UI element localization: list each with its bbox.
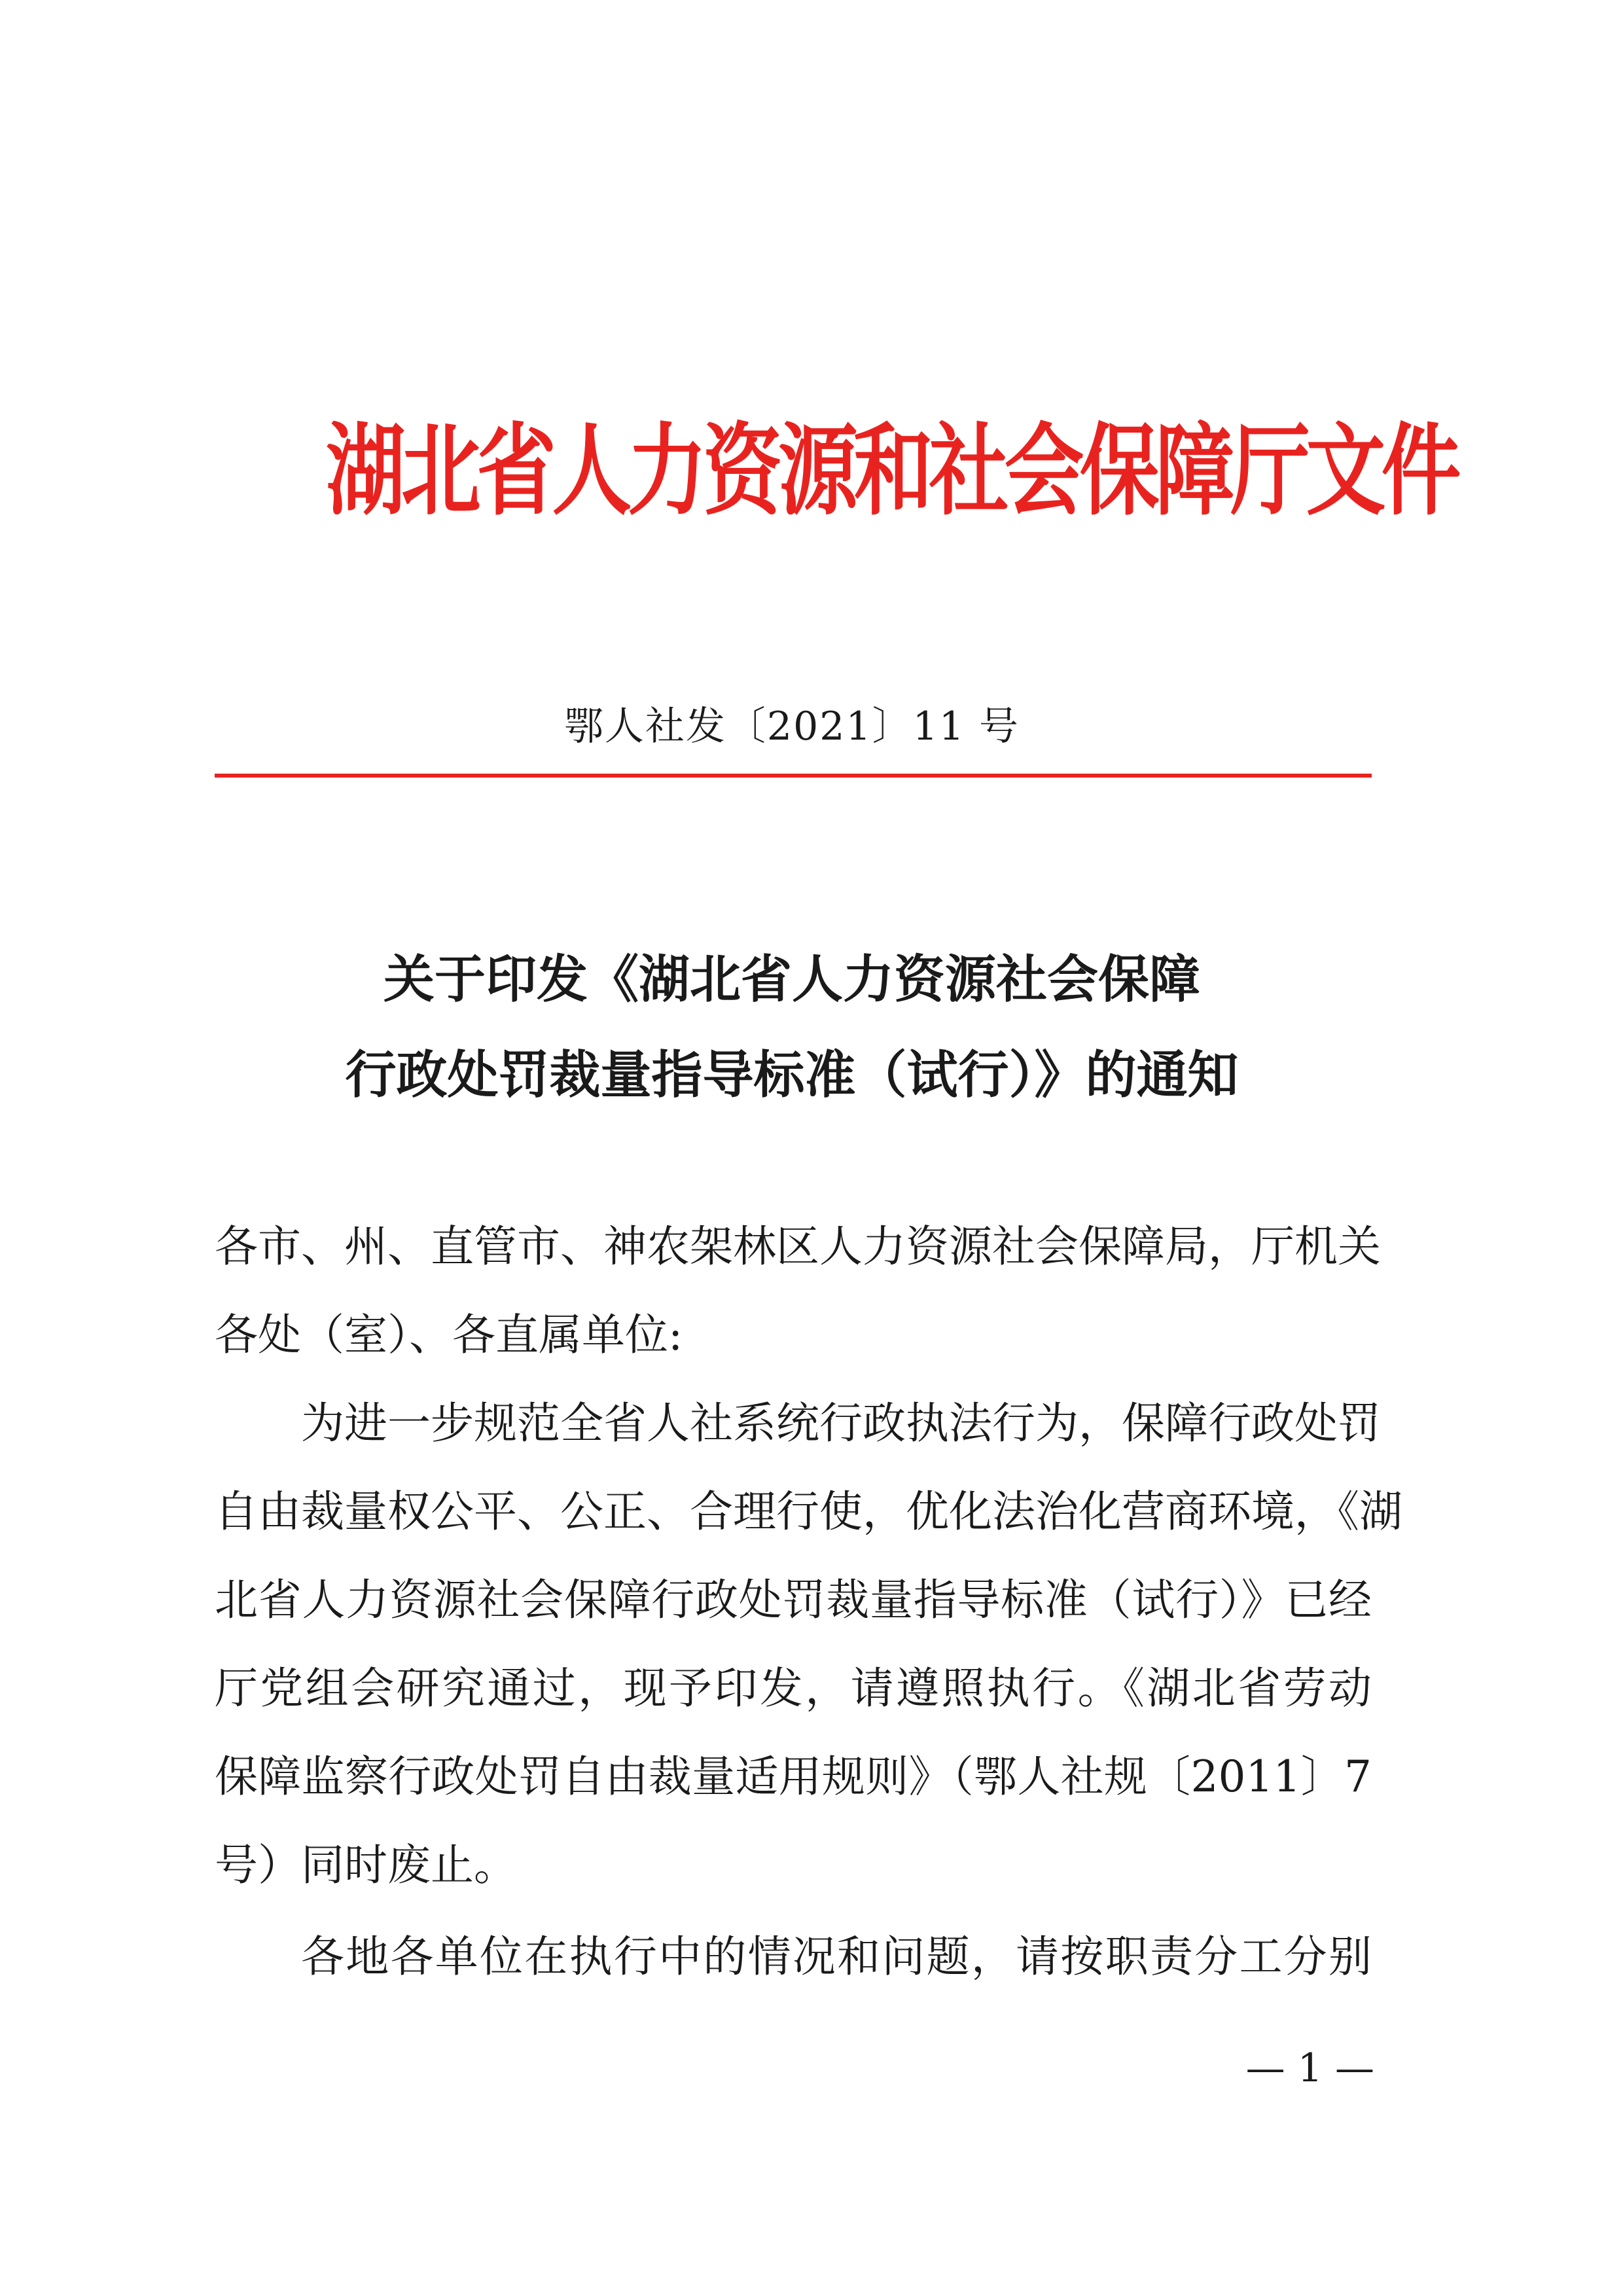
body-line-4: 自由裁量权公平、公正、合理行使，优化法治化营商环境，《湖 bbox=[215, 1486, 1402, 1537]
body-line-2: 各处（室）、各直属单位: bbox=[215, 1310, 683, 1360]
body-line-9: 各地各单位在执行中的情况和问题，请按职责分工分别 bbox=[301, 1931, 1372, 1982]
body-line-8: 号）同时废止。 bbox=[215, 1840, 517, 1890]
document-number: 鄂人社发〔2021〕11 号 bbox=[563, 704, 1020, 749]
body-line-5: 北省人力资源社会保障行政处罚裁量指导标准（试行）》已经 bbox=[215, 1575, 1372, 1625]
notice-title-line-2: 行政处罚裁量指导标准（试行）》的通知 bbox=[345, 1046, 1239, 1105]
masthead-title: 湖北省人力资源和社会保障厅文件 bbox=[326, 413, 1457, 529]
notice-title-line-1: 关于印发《湖北省人力资源社会保障 bbox=[383, 950, 1200, 1009]
body-line-3: 为进一步规范全省人社系统行政执法行为，保障行政处罚 bbox=[301, 1398, 1381, 1448]
page-number: — 1 — bbox=[1245, 2045, 1374, 2091]
body-line-1: 各市、州、直管市、神农架林区人力资源社会保障局，厅机关 bbox=[215, 1221, 1381, 1272]
red-divider-line bbox=[215, 774, 1372, 778]
body-line-6: 厅党组会研究通过，现予印发，请遵照执行。《湖北省劳动 bbox=[215, 1663, 1372, 1713]
body-line-7: 保障监察行政处罚自由裁量适用规则》（鄂人社规〔2011〕7 bbox=[215, 1751, 1372, 1802]
